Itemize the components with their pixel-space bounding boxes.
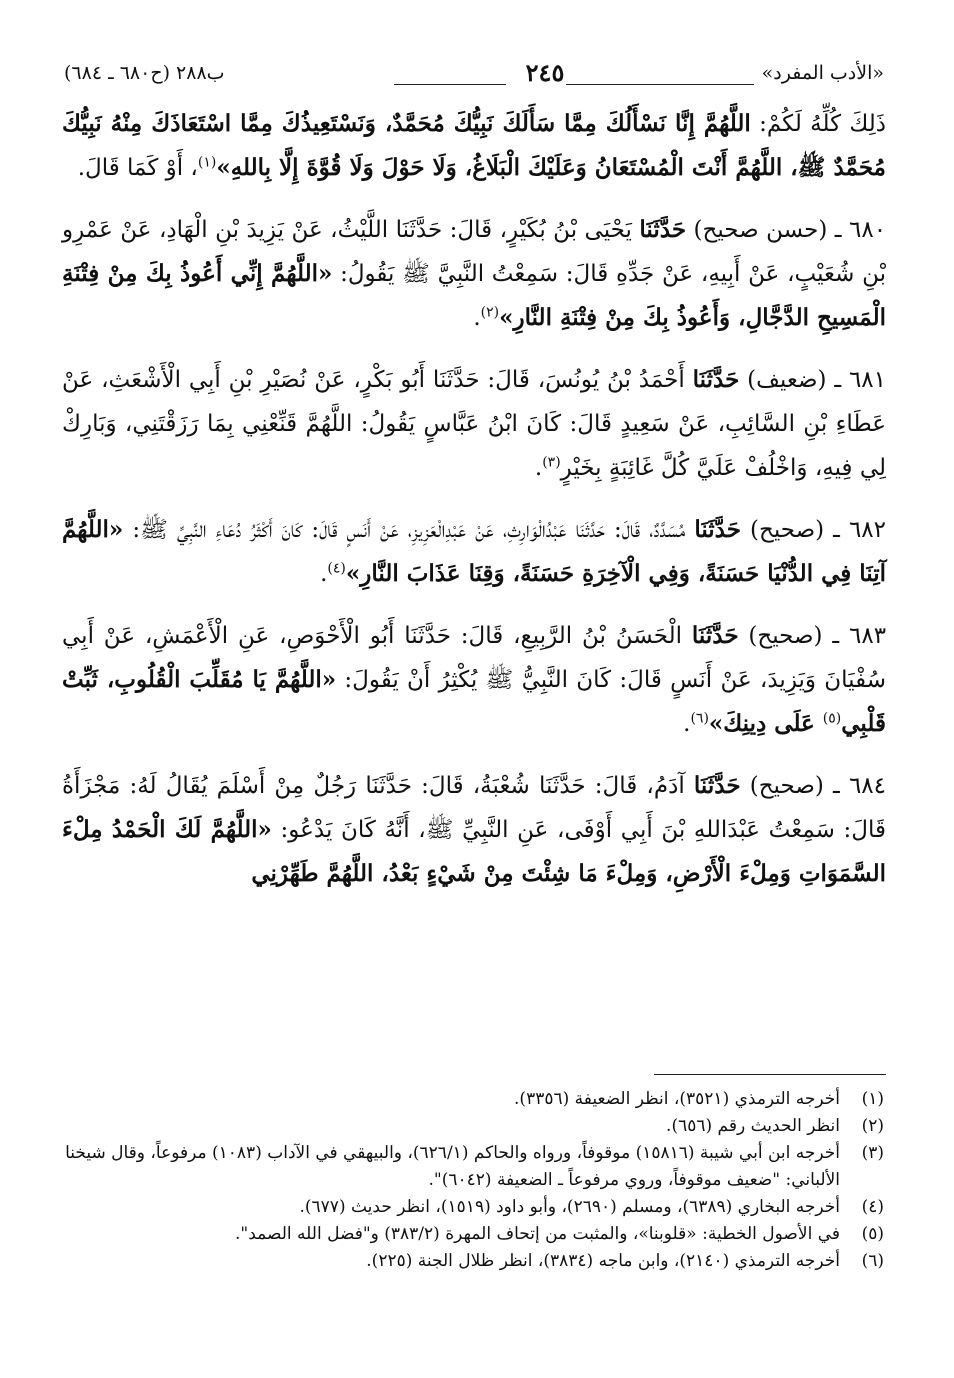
page-number: ٢٤٥ — [525, 58, 565, 87]
hadith-number: ٦٨٠ ـ — [834, 217, 887, 243]
footnote-text: في الأصول الخطية: «قلوبنا»، والمثبت من إتحاف المهرة (٣٨٣/٢) و"فضل الله الصمد". — [235, 1224, 840, 1244]
footnote-text: أخرجه ابن أبي شيبة (١٥٨١٦) موقوفاً، ورواه والحاكم (٦٢٦/١)، والبيهقي في الآداب (١٠٨٣) مرفوعاً، وقال شيخنا الألباني: "ضعيف موقوفاً، وروي مرفوعاً ـ الضعيفة (٦٠٤٢)". — [65, 1143, 840, 1190]
footnote-text: أخرجه الترمذي (٢١٤٠)، وابن ماجه (٣٨٣٤)، انظر ظلال الجنة (٢٢٥). — [366, 1251, 840, 1271]
haddathana-word: حَدَّثَنَا — [693, 772, 741, 799]
hadith-grade: (حسن صحيح) — [693, 217, 828, 243]
header-rule-left — [394, 84, 506, 85]
footnote-number: (٢) — [861, 1116, 884, 1136]
hadith-number: ٦٨٤ ـ — [833, 773, 886, 799]
footnote-number: (٦) — [861, 1251, 884, 1271]
hadith-dua: «اللَّهُمَّ يَا مُقَلِّبَ الْقُلُوبِ، ثَبِّتْ قَلْبِي — [62, 666, 886, 737]
haddathana-word: حَدَّثَنَا — [691, 622, 739, 649]
hadith-number: ٦٨١ ـ — [834, 367, 886, 393]
hadith-entry — [62, 208, 886, 340]
hadith-tail: . — [473, 305, 481, 331]
footnote-ref: (٥) — [822, 710, 842, 727]
hadith-grade: (ضعيف) — [747, 367, 827, 393]
hadith-text: الْحَسَنُ بْنُ الرَّبِيعِ، قَالَ: حَدَّثَنَا أَبُو الْأَحْوَصِ، عَنِ الْأَعْمَشِ، عَنْ أَبِي سُفْيَانَ وَيَزِيدَ، عَنْ أَنَسٍ قَالَ: كَانَ النَّبِيُّ ﷺ يُكْثِرُ أَنْ يَقُولَ: — [62, 623, 887, 693]
main-text — [62, 102, 886, 914]
hadith-grade: (صحيح) — [749, 773, 824, 799]
hadith-dua-end: عَلَى دِينِكَ» — [708, 710, 823, 737]
hadith-entry — [62, 508, 886, 596]
footnote-item — [62, 1248, 884, 1275]
hadith-dua: «اللَّهُمَّ آتِنَا فِي الدُّنْيَا حَسَنَةً، وَفِي الْآخِرَةِ حَسَنَةً، وَقِنَا عَذَابَ النَّارِ» — [62, 516, 886, 587]
footnote-separator — [654, 1074, 886, 1075]
hadith-number: ٦٨٣ ـ — [832, 623, 887, 649]
hadith-dua: «اللَّهُمَّ لَكَ الْحَمْدُ مِلْءَ السَّمَوَاتِ وَمِلْءَ الْأَرْضِ، وَمِلْءَ مَا شِئْتَ مِنْ شَيْءٍ بَعْدُ، اللَّهُمَّ طَهِّرْنِي — [62, 816, 886, 887]
footnote-ref: (٢) — [480, 304, 500, 321]
footnote-number: (١) — [861, 1089, 884, 1109]
footnote-ref: (٣) — [542, 454, 561, 471]
haddathana-word: حَدَّثَنَا — [639, 216, 687, 243]
hadith-text: أَحْمَدُ بْنُ يُونُسَ، قَالَ: حَدَّثَنَا أَبُو بَكْرٍ، عَنْ نُصَيْرِ بْنِ أَبِي الْأَشْعَثِ، عَنْ عَطَاءِ بْنِ السَّائِبِ، عَنْ سَعِيدٍ قَالَ: كَانَ ابْنُ عَبَّاسٍ يَقُولُ: اللَّهُمَّ قَنِّعْنِي بِمَا رَزَقْتَنِي، وَبَارِكْ لِي فِيهِ، وَاخْلُفْ عَلَيَّ كُلَّ غَائِبَةٍ بِخَيْرٍ — [62, 367, 886, 481]
hadith-grade: (صحيح) — [750, 517, 825, 543]
footnote-number: (٤) — [861, 1197, 884, 1217]
footnote-item — [62, 1194, 884, 1221]
footnote-number: (٣) — [861, 1143, 884, 1163]
footnote-item — [62, 1113, 884, 1140]
hadith-entry — [62, 614, 886, 746]
hadith-number: ٦٨٢ ـ — [833, 517, 886, 543]
header-rule-right — [566, 84, 754, 85]
footnote-item — [62, 1140, 884, 1194]
footnote-item — [62, 1086, 884, 1113]
footnote-ref: (٤) — [327, 560, 346, 577]
haddathana-word: حَدَّثَنَا — [694, 516, 741, 543]
book-title: «الأدب المفرد» — [761, 62, 884, 84]
footnote-item — [62, 1221, 884, 1248]
hadith-text: آدَمُ، قَالَ: حَدَّثَنَا شُعْبَةُ، قَالَ: حَدَّثَنَا رَجُلٌ مِنْ أَسْلَمَ يُقَالُ لَهُ: مَجْزَأَةُ قَالَ: سَمِعْتُ عَبْدَاللهِ بْنَ أَبِي أَوْفَى، عَنِ النَّبِيِّ ﷺ، أَنَّهُ كَانَ يَدْعُو: — [62, 773, 886, 843]
intro-dua: اللَّهُمَّ إِنَّا نَسْأَلُكَ مِمَّا سَأَلَكَ نَبِيُّكَ مُحَمَّدٌ، وَنَسْتَعِيذُكَ مِمَّا اسْتَعَاذَكَ مِنْهُ نَبِيُّكَ مُحَمَّدٌ ﷺ، اللَّهُمَّ أَنْتَ الْمُسْتَعَانُ وَعَلَيْكَ الْبَلَاغُ، وَلَا حَوْلَ وَلَا قُوَّةَ إِلَّا بِاللهِ» — [62, 110, 886, 181]
hadith-grade: (صحيح) — [748, 623, 823, 649]
hadith-entry — [62, 764, 886, 896]
footnote-text: أخرجه الترمذي (٣٥٢١)، انظر الضعيفة (٣٣٥٦). — [514, 1089, 840, 1109]
intro-lead: ذَلِكَ كُلِّهُ لَكُمْ: — [750, 111, 886, 137]
footnote-number: (٥) — [861, 1224, 884, 1244]
hadith-tail: . — [534, 455, 543, 481]
hadith-entry — [62, 358, 886, 490]
footnote-ref: (١) — [197, 154, 217, 171]
haddathana-word: حَدَّثَنَا — [692, 366, 740, 393]
footnotes — [62, 1086, 884, 1275]
footnote-ref: (٦) — [690, 710, 709, 727]
running-header — [64, 58, 884, 92]
chapter-reference: ب٢٨٨ (ح٦٨٠ ـ ٦٨٤) — [64, 62, 225, 84]
footnote-text: انظر الحديث رقم (٦٥٦). — [666, 1116, 840, 1136]
hadith-text: مُسَدَّدٌ، قَالَ: حَدَّثَنَا عَبْدُالْوَارِثِ، عَنْ عَبْدِالْعَزِيزِ، عَنْ أَنَسٍ قَالَ: كَانَ أَكْثَرُ دُعَاءِ النَّبِيِّ ﷺ: — [123, 517, 686, 543]
hadith-tail: . — [320, 561, 328, 587]
footnote-text: أخرجه البخاري (٦٣٨٩)، ومسلم (٢٦٩٠)، وأبو داود (١٥١٩)، انظر حديث (٦٧٧). — [299, 1197, 840, 1217]
hadith-dua: «اللَّهُمَّ إِنِّي أَعُوذُ بِكَ مِنْ فِتْنَةِ الْمَسِيحِ الدَّجَّالِ، وَأَعُوذُ بِكَ مِنْ فِتْنَةِ النَّارِ» — [62, 260, 886, 331]
hadith-text: يَحْيَى بْنُ بُكَيْرٍ، قَالَ: حَدَّثَنَا اللَّيْثُ، عَنْ يَزِيدَ بْنِ الْهَادِ، عَنْ عَمْرِو بْنِ شُعَيْبٍ، عَنْ أَبِيهِ، عَنْ جَدِّهِ قَالَ: سَمِعْتُ النَّبِيَّ ﷺ يَقُولُ: — [62, 217, 887, 287]
hadith-tail: . — [683, 711, 691, 737]
intro-paragraph — [62, 102, 886, 190]
intro-tail: ، أَوْ كَمَا قَالَ. — [77, 155, 198, 181]
